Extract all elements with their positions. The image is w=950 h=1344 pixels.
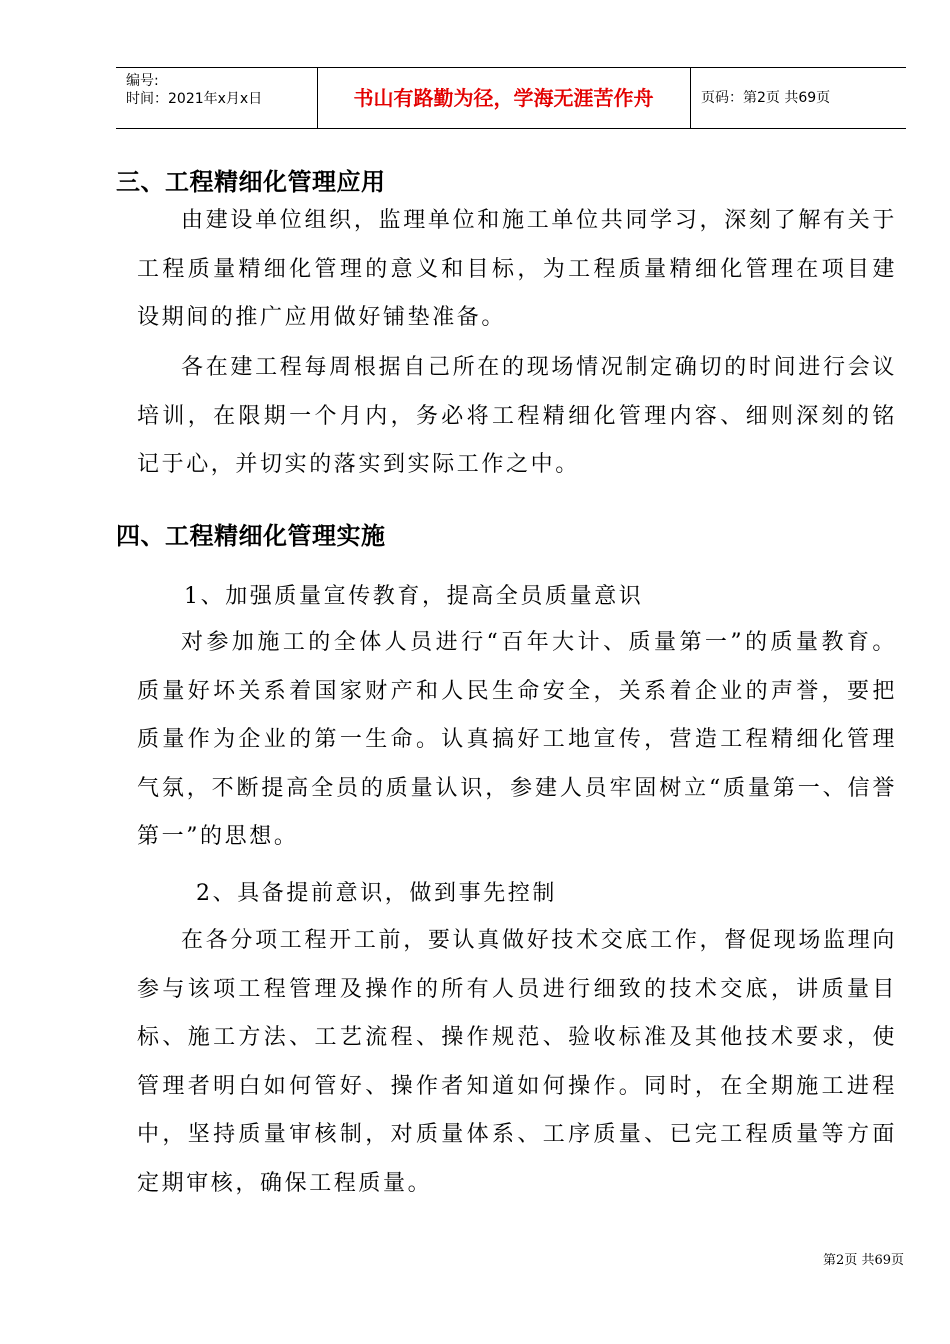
header-time-label: 时间：2021年x月x日 [126,91,263,107]
section-3-paragraph-2: 各在建工程每周根据自己所在的现场情况制定确切的时间进行会议培训，在限期一个月内，务必将工程精细化管理内容、细则深刻的铭记于心，并切实的落实到实际工作之中。 [137,355,897,477]
section-4-item-1-paragraph: 对参加施工的全体人员进行“百年大计、质量第一”的质量教育。质量好坏关系着国家财产和人民生命安全，关系着企业的声誉，要把质量作为企业的第一生命。认真搞好工地宣传，营造工程精细化管理气氛，不断提高全员的质量认识，参建人员牢固树立“质量第一、信誉第一”的思想。 [137,630,897,849]
section-3-heading: 三、工程精细化管理应用 [116,168,386,196]
header-motto: 书山有路勤为径，学海无涯苦作舟 [317,68,691,128]
footer-page-number: 第2页 共69页 [823,1253,904,1268]
section-4-item-2-title: 2、具备提前意识，做到事先控制 [196,881,557,906]
header-page-label: 页码：第2页 共69页 [701,90,831,106]
section-4-item-2-paragraph: 在各分项工程开工前，要认真做好技术交底工作，督促现场监理向参与该项工程管理及操作的所有人员进行细致的技术交底，讲质量目标、施工方法、工艺流程、操作规范、验收标准及其他技术要求，使管理者明白如何管好、操作者知道如何操作。同时，在全期施工进程中，坚持质量审核制，对质量体系、工序质量、已完工程质量等方面定期审核，确保工程质量。 [137,928,897,1196]
section-4-heading: 四、工程精细化管理实施 [116,522,386,550]
page-header [116,67,906,129]
section-4-item-1-title: 1、加强质量宣传教育，提高全员质量意识 [184,584,644,609]
section-3-paragraph-1: 由建设单位组织，监理单位和施工单位共同学习，深刻了解有关于工程质量精细化管理的意义和目标，为工程质量精细化管理在项目建设期间的推广应用做好铺垫准备。 [137,208,897,330]
header-number-label: 编号: [126,73,159,89]
header-meta-cell [116,68,318,128]
